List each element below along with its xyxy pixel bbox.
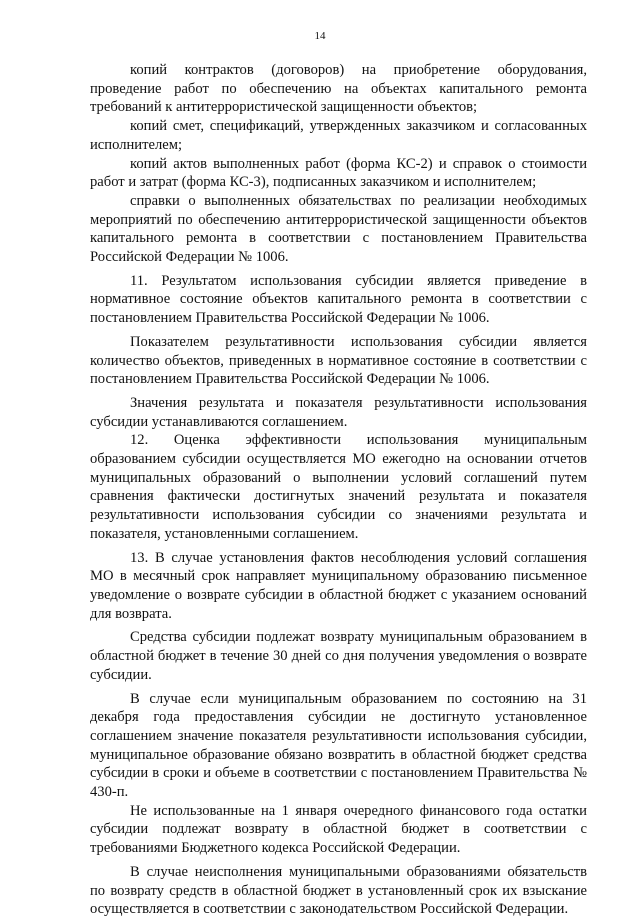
paragraph-13-violations: 13. В случае установления фактов несоблюдения условий соглашения МО в месячный срок направляет муниципальному образованию письменное уведомление о возврате субсидии в областной бюджет с указанием оснований для возврата. [90,549,587,622]
paragraph-12-evaluation: 12. Оценка эффективности использования муниципальным образованием субсидии осуществляется МО ежегодно на основании отчетов муниципальных образований о выполнении условий соглашений путем сравнения фактически достигнутых значений результата и показателя результативности использования субсидии со значениями результата и показателя, установленными соглашением. [90,432,587,542]
paragraph-values-agreement: Значения результата и показателя результативности использования субсидии устанавливаются соглашением. [90,394,587,430]
paragraph-acts-copies: копий актов выполненных работ (форма КС-2) и справок о стоимости работ и затрат (форма КС-3), подписанных заказчиком и исполнителем; [90,155,587,191]
paragraph-unused-balances: Не использованные на 1 января очередного финансового года остатки субсидии подлежат возврату в областной бюджет в соответствии с требованиями Бюджетного кодекса Российской Федерации. [90,802,587,857]
paragraph-11-result: 11. Результатом использования субсидии является приведение в нормативное состояние объектов капитального ремонта в соответствии с постановлением Правительства Российской Федерации № 1006. [90,272,587,327]
paragraph-enforcement: В случае неисполнения муниципальными образованиями обязательств по возврату средств в областной бюджет в установленный срок их взыскание осуществляется в соответствии с законодательством Российской Федерации. [90,863,587,918]
paragraph-estimates-copies: копий смет, спецификаций, утвержденных заказчиком и согласованных исполнителем; [90,118,587,153]
paragraph-obligations-certificate: справки о выполненных обязательствах по реализации необходимых мероприятий по обеспечению антитеррористической защищенности объектов капитального ремонта в соответствии с постановлением Правительства Российской Федерации № 1006. [90,192,587,266]
paragraph-contract-copies: копий контрактов (договоров) на приобретение оборудования, проведение работ по обеспечению на объектах капитального ремонта требований к антитеррористической защищенности объектов; [90,62,587,116]
paragraph-indicator-not-achieved: В случае если муниципальным образованием по состоянию на 31 декабря года предоставления субсидии не достигнуто установленное соглашением значение показателя результативности использования субсидии, муниципальное образование обязано возвратить в областной бюджет средства субсидии в сроки и объеме в соответствии с постановлением Правительства № 430-п. [90,690,587,801]
page-number: 14 [314,30,326,42]
document-body [90,61,587,919]
paragraph-performance-indicator: Показателем результативности использования субсидии является количество объектов, приведенных в нормативное состояние в соответствии с постановлением Правительства Российской Федерации № 1006. [90,333,587,388]
paragraph-refund-30-days: Средства субсидии подлежат возврату муниципальным образованием в областной бюджет в течение 30 дней со дня получения уведомления о возврате субсидии. [90,629,587,683]
